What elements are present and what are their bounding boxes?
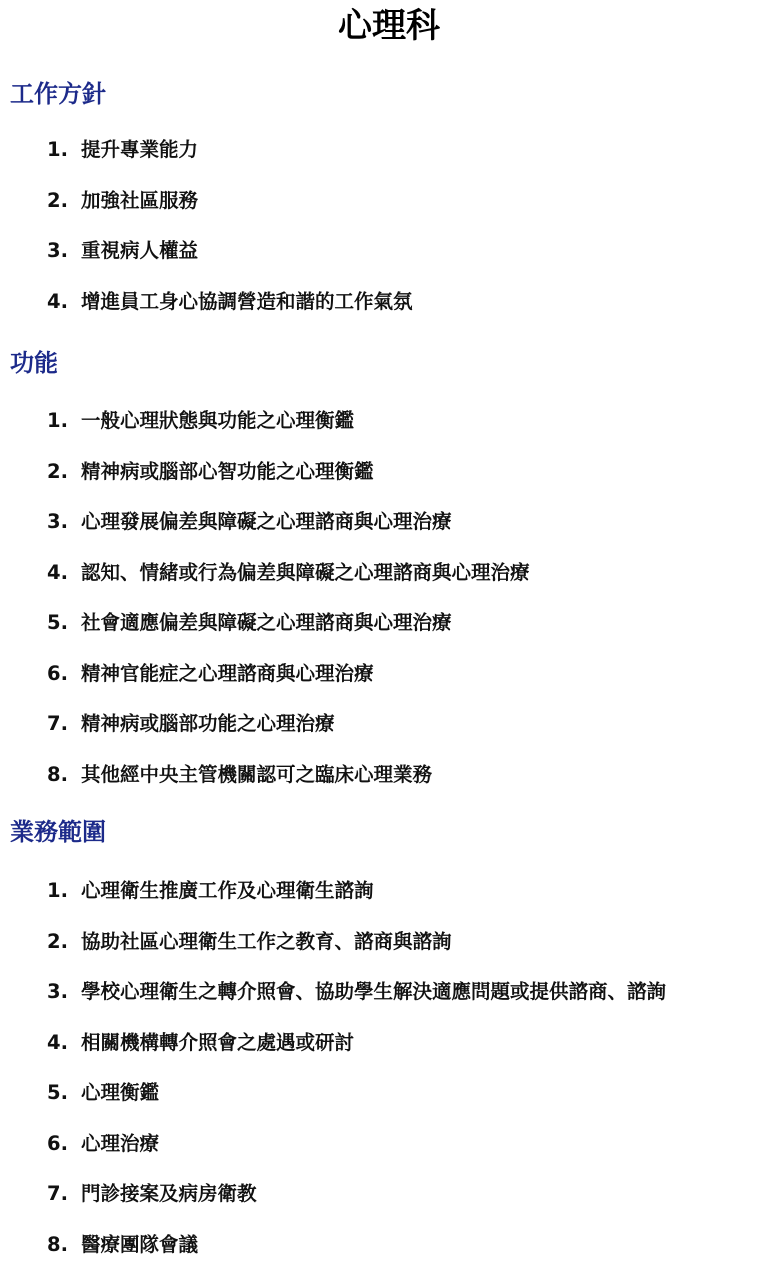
item-text: 心理治療 (81, 1131, 160, 1155)
item-number: 3. (47, 980, 68, 1003)
item-number: 2. (47, 929, 68, 953)
item-number: 6. (47, 1131, 68, 1155)
item-number: 4. (47, 289, 68, 313)
item-text: 精神病或腦部功能之心理治療 (81, 712, 335, 735)
item-number: 3. (47, 239, 68, 262)
item-text: 增進員工身心協調營造和諧的工作氣氛 (81, 289, 413, 313)
item-number: 8. (47, 1232, 68, 1256)
section-business-scope (0, 816, 778, 1280)
item-text: 心理衡鑑 (81, 1081, 160, 1104)
list-item (0, 608, 778, 659)
section-work-policy (0, 78, 778, 337)
list-item (0, 977, 778, 1028)
work-policy-list (0, 135, 778, 337)
item-text: 重視病人權益 (81, 239, 199, 262)
section-heading: 工作方針 (10, 80, 106, 108)
item-text: 心理發展偏差與障礙之心理諮商與心理治療 (81, 510, 452, 533)
page-title: 心理科 (338, 6, 440, 46)
item-text: 學校心理衛生之轉介照會、協助學生解決適應問題或提供諮商、諮詢 (81, 980, 667, 1003)
list-item (0, 236, 778, 287)
list-item (0, 1179, 778, 1230)
item-text: 門診接案及病房衛教 (81, 1182, 257, 1205)
item-text: 精神官能症之心理諮商與心理治療 (81, 661, 374, 685)
item-number: 5. (47, 1081, 68, 1104)
list-item (0, 876, 778, 927)
item-text: 精神病或腦部心智功能之心理衡鑑 (81, 459, 374, 483)
list-item (0, 760, 778, 811)
item-text: 協助社區心理衛生工作之教育、諮商與諮詢 (81, 929, 452, 953)
item-text: 一般心理狀態與功能之心理衡鑑 (81, 409, 355, 432)
section-heading: 功能 (10, 349, 58, 377)
item-number: 4. (47, 1030, 68, 1054)
list-item (0, 1078, 778, 1129)
item-number: 7. (47, 712, 68, 735)
section-heading: 業務範圍 (10, 818, 106, 846)
item-text: 認知、情緒或行為偏差與障礙之心理諮商與心理治療 (81, 560, 530, 584)
item-number: 1. (47, 879, 68, 902)
item-number: 2. (47, 188, 68, 212)
list-item (0, 1230, 778, 1280)
item-number: 3. (47, 510, 68, 533)
list-item (0, 558, 778, 609)
list-item (0, 659, 778, 710)
item-number: 5. (47, 611, 68, 634)
item-number: 6. (47, 661, 68, 685)
list-item (0, 1028, 778, 1079)
item-text: 其他經中央主管機關認可之臨床心理業務 (81, 762, 433, 786)
item-text: 加強社區服務 (81, 188, 199, 212)
list-item (0, 1129, 778, 1180)
item-text: 社會適應偏差與障礙之心理諮商與心理治療 (81, 611, 452, 634)
list-item (0, 927, 778, 978)
list-item (0, 186, 778, 237)
business-scope-list (0, 876, 778, 1280)
list-item (0, 457, 778, 508)
item-text: 醫療團隊會議 (81, 1232, 199, 1256)
functions-list (0, 406, 778, 810)
item-number: 4. (47, 560, 68, 584)
item-number: 8. (47, 762, 68, 786)
item-text: 心理衛生推廣工作及心理衛生諮詢 (81, 879, 374, 902)
section-functions (0, 347, 778, 810)
list-item (0, 287, 778, 338)
item-text: 提升專業能力 (81, 138, 199, 161)
item-text: 相關機構轉介照會之處遇或研討 (81, 1030, 355, 1054)
item-number: 7. (47, 1182, 68, 1205)
item-number: 1. (47, 138, 68, 161)
list-item (0, 507, 778, 558)
item-number: 1. (47, 409, 68, 432)
list-item (0, 406, 778, 457)
list-item (0, 709, 778, 760)
list-item (0, 135, 778, 186)
item-number: 2. (47, 459, 68, 483)
